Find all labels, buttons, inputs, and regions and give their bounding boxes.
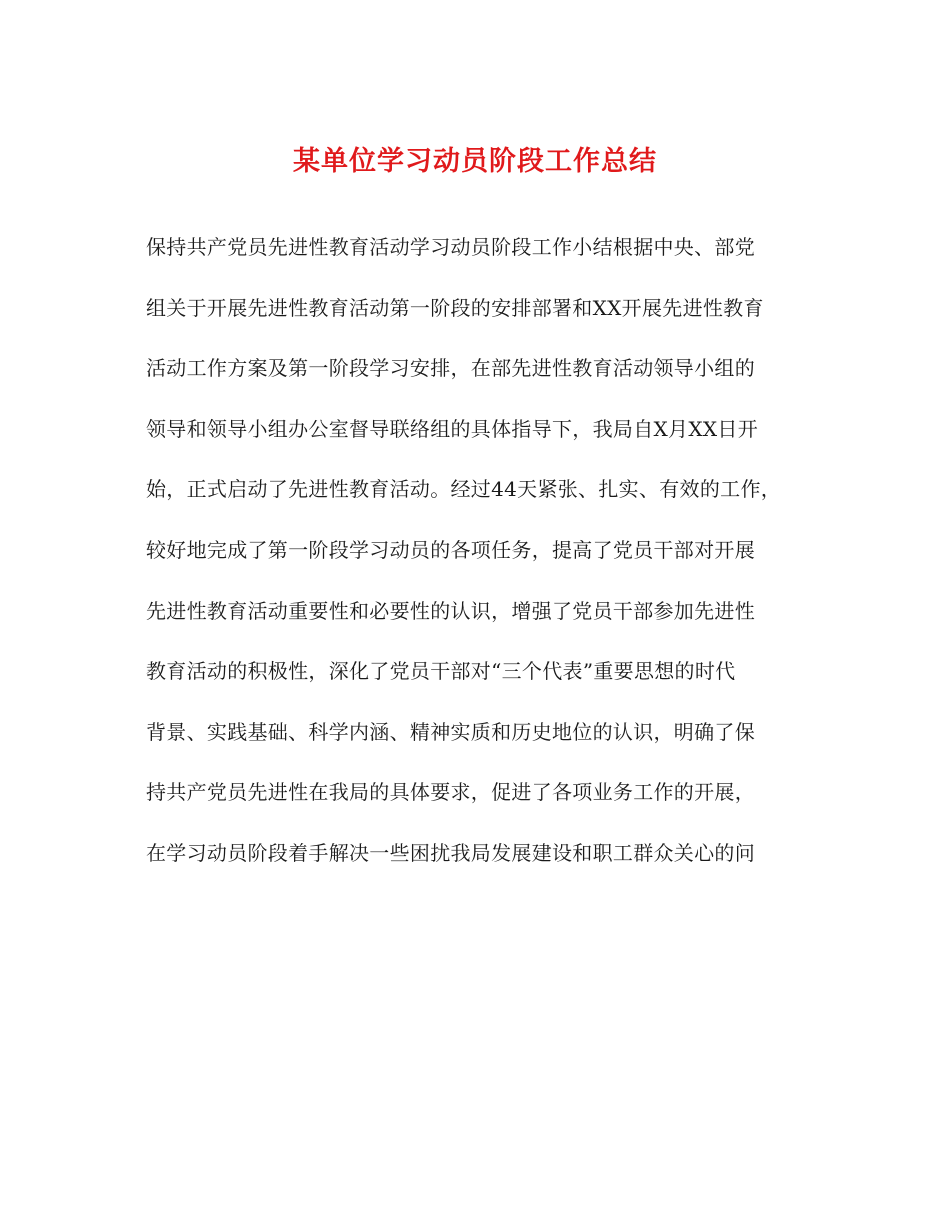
body-line: 教育活动的积极性，深化了党员干部对“三个代表”重要思想的时代 (146, 659, 736, 684)
body-line: 保持共产党员先进性教育活动学习动员阶段工作小结根据中央、部党 (146, 235, 755, 259)
body-line: 始，正式启动了先进性教育活动。经过44天紧张、扎实、有效的工作， (146, 477, 782, 502)
body-line: 在学习动员阶段着手解决一些困扰我局发展建设和职工群众关心的问 (146, 840, 755, 865)
body-line: 组关于开展先进性教育活动第一阶段的安排部署和XX开展先进性教育 (146, 295, 764, 320)
body-line: 背景、实践基础、科学内涵、精神实质和历史地位的认识，明确了保 (146, 719, 755, 744)
document-title: 某单位学习动员阶段工作总结 (293, 146, 657, 177)
document-body (146, 225, 826, 892)
body-line: 先进性教育活动重要性和必要性的认识，增强了党员干部参加先进性 (146, 598, 755, 623)
body-line: 领导和领导小组办公室督导联络组的具体指导下，我局自X月XX日开 (146, 416, 759, 441)
body-line: 活动工作方案及第一阶段学习安排，在部先进性教育活动领导小组的 (146, 356, 755, 381)
body-line: 较好地完成了第一阶段学习动员的各项任务，提高了党员干部对开展 (146, 537, 755, 562)
body-line: 持共产党员先进性在我局的具体要求，促进了各项业务工作的开展， (146, 780, 755, 805)
